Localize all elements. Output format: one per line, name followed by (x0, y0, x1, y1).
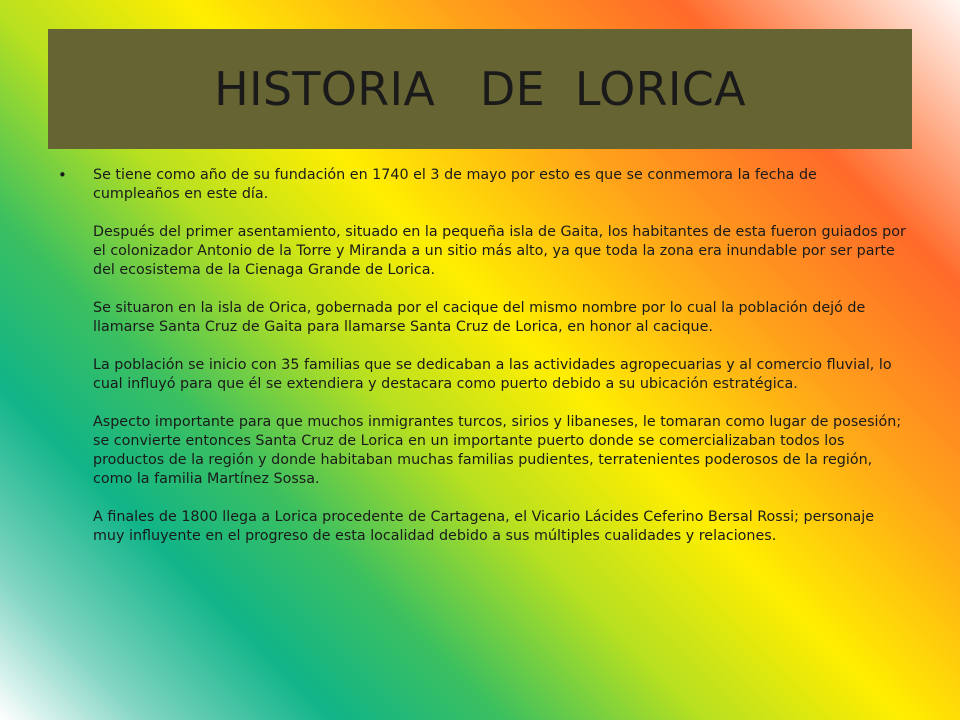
bullet-marker: • (58, 166, 67, 184)
paragraph-first-settlement: Después del primer asentamiento, situado en la pequeña isla de Gaita, los habitantes de esta fueron guiados por el colonizador Antonio de la Torre y Miranda a un sitio más alto, ya que toda la zona era inundable por ser parte del ecosistema de la Cienaga Grande de Lorica. (93, 224, 906, 278)
content-area (58, 166, 908, 546)
paragraph-vicar: A finales de 1800 llega a Lorica procedente de Cartagena, el Vicario Lácides Ceferino Bersal Rossi; personaje muy influyente en el progreso de esta localidad debido a sus múltiples cualidades y relaciones. (93, 509, 875, 544)
bullet-body (93, 166, 908, 546)
paragraph-immigrants: Aspecto importante para que muchos inmigrantes turcos, sirios y libaneses, le tomaran como lugar de posesión; se convierte entonces Santa Cruz de Lorica en un importante puerto donde se comercializaban todos los productos de la región y donde habitaban muchas familias pudientes, terratenientes poderosos de la región, como la familia Martínez Sossa. (93, 414, 902, 487)
paragraph-population: La población se inicio con 35 familias que se dedicaban a las actividades agropecuarias y al comercio fluvial, lo cual influyó para que él se extendiera y destacara como puerto debido a su ubicación estratégica. (93, 357, 892, 392)
paragraph-orica-island: Se situaron en la isla de Orica, gobernada por el cacique del mismo nombre por lo cual la población dejó de llamarse Santa Cruz de Gaita para llamarse Santa Cruz de Lorica, en honor al cacique. (93, 300, 866, 335)
title-box (48, 29, 912, 149)
slide-title: HISTORIA DE LORICA (214, 62, 746, 116)
paragraph-founding: Se tiene como año de su fundación en 1740 el 3 de mayo por esto es que se conmemora la fecha de cumpleaños en este día. (93, 167, 817, 202)
